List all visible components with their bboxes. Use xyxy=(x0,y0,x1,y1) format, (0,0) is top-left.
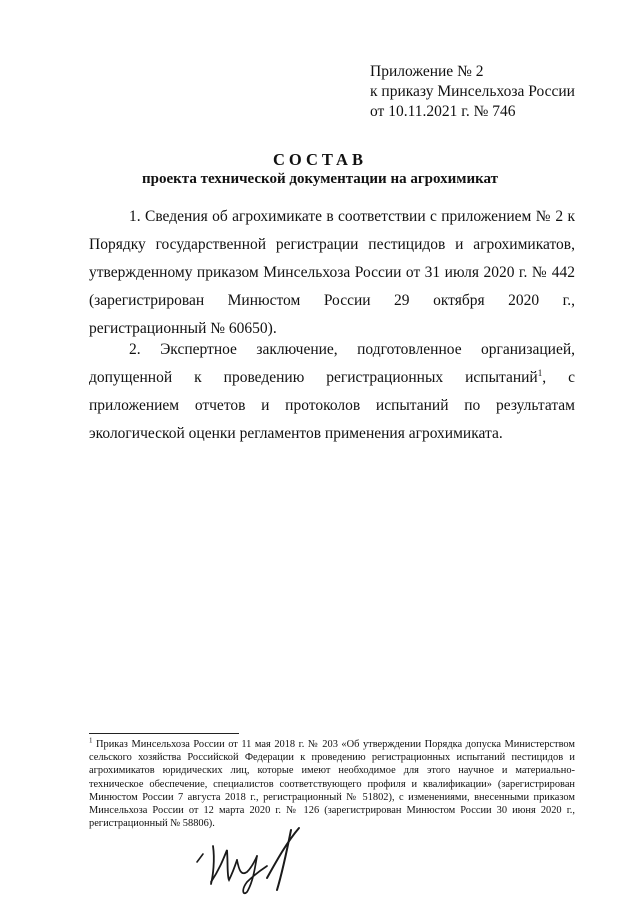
list-item-2-text-continued: , с приложением отчетов и протоколов испытаний по результатам экологической оценки регламентов применения агрохимиката. xyxy=(89,369,575,442)
footnote-reference: 1 xyxy=(537,367,543,378)
annex-order-ref: к приказу Минсельхоза России xyxy=(370,83,575,100)
footnote-marker: 1 xyxy=(89,736,93,745)
document-subtitle: проекта технической документации на агрохимикат xyxy=(141,171,499,187)
handwritten-signature xyxy=(195,820,335,900)
footnote xyxy=(89,738,575,830)
list-item-2 xyxy=(89,336,575,448)
list-item-2-text: 2. Экспертное заключение, подготовленное организацией, допущенной к проведению регистрационных испытаний xyxy=(89,341,575,386)
annex-number: Приложение № 2 xyxy=(370,63,484,80)
footnote-divider xyxy=(89,733,239,734)
annex-order-date: от 10.11.2021 г. № 746 xyxy=(370,103,516,120)
list-item-1-text: 1. Сведения об агрохимикате в соответствии с приложением № 2 к Порядку государственной регистрации пестицидов и агрохимикатов, утвержденному приказом Минсельхоза России от 31 июля 2020 г. № 442 (зарегистрирован Минюстом России 29 октября 2020 г., регистрационный № 60650). xyxy=(89,208,575,337)
annex-header xyxy=(370,62,610,122)
list-item-1 xyxy=(89,203,575,343)
footnote-text: Приказ Минсельхоза России от 11 мая 2018 г. № 203 «Об утверждении Порядка допуска Министерством сельского хозяйства Российской Федерации к проведению регистрационных испытаний пестицидов и агрохимикатов юридических лиц, которые имеют необходимое для этого научное и материально-техническое обеспечение, специалистов соответствующего профиля и квалификации» (зарегистрирован Минюстом России 7 августа 2018 г., регистрационный № 51802), с изменениями, внесенными приказом Минсельхоза России от 12 марта 2020 г. № 126 (зарегистрирован Минюстом России 30 июня 2020 г., регистрационный № 58806). xyxy=(89,739,575,830)
document-title: СОСТАВ xyxy=(273,150,367,169)
